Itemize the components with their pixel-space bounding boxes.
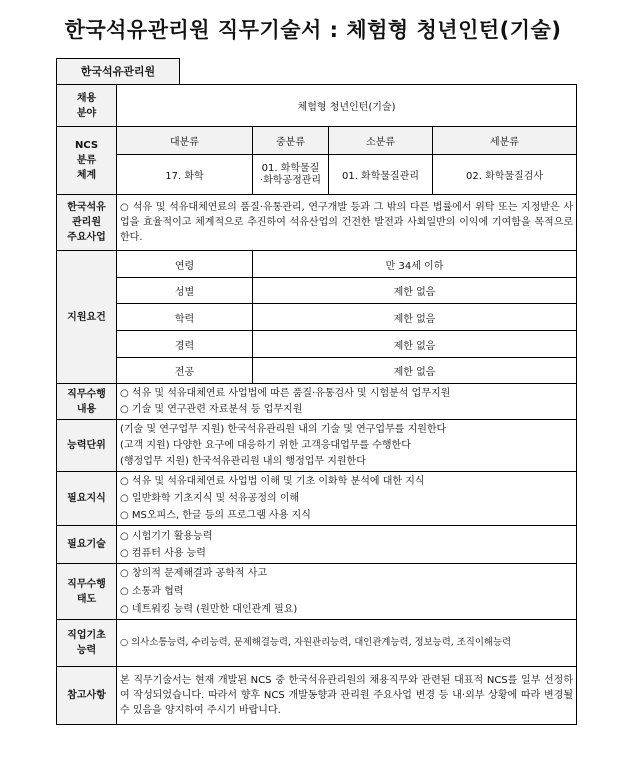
ncs-major: 17. 화학 — [117, 155, 253, 195]
requirement-value: 제한 없음 — [253, 278, 577, 304]
knowledge-label: 필요지식 — [57, 472, 117, 526]
units-row — [57, 420, 577, 472]
ncs-middle: 01. 화학물질 ·화학공정관리 — [253, 155, 329, 195]
basic-label: 직업기초 능력 — [57, 620, 117, 667]
reference-text: 본 직무기술서는 현재 개발된 NCS 중 한국석유관리원의 채용직무와 관련된 대표적 NCS를 일부 선정하여 작성되었습니다. 따라서 향후 NCS 개발동향과 관리원 주요사업 변경 등 내·외부 상황에 따라 변경될 수 있음을 양지하여 주시기 바랍니다. — [117, 667, 577, 725]
requirement-key: 성별 — [117, 278, 253, 304]
units-content — [117, 420, 577, 472]
requirements-label: 지원요건 — [57, 251, 117, 384]
attitude-content — [117, 564, 577, 620]
attitude-item: ○ 소통과 협력 — [120, 585, 184, 597]
basic-row — [57, 620, 577, 667]
business-label: 한국석유 관리원 주요사업 — [57, 195, 117, 251]
attitude-item: ○ 네트워킹 능력 (원만한 대인관계 필요) — [120, 603, 298, 615]
attitude-item: ○ 창의적 문제해결과 공학적 사고 — [120, 567, 268, 579]
knowledge-content — [117, 472, 577, 526]
duty-item: ○ 기술 및 연구관련 자료분석 등 업무지원 — [120, 403, 303, 415]
requirement-value: 제한 없음 — [253, 331, 577, 358]
units-label: 능력단위 — [57, 420, 117, 472]
requirement-key: 학력 — [117, 304, 253, 331]
unit-item: (행정업무 지원) 한국석유관리원 내의 행정업무 지원한다 — [120, 455, 366, 467]
basic-item: ○ 의사소통능력, 수리능력, 문제해결능력, 자원관리능력, 대인관계능력, 정보능력, 조직이해능력 — [120, 637, 512, 648]
knowledge-row — [57, 472, 577, 526]
skills-label: 필요기술 — [57, 526, 117, 564]
attitude-row — [57, 564, 577, 620]
ncs-header-detail: 세분류 — [433, 127, 577, 155]
ncs-value-row — [57, 155, 577, 195]
duties-row — [57, 384, 577, 420]
requirement-row — [57, 278, 577, 304]
unit-item: (기술 및 연구업무 지원) 한국석유관리원 내의 기술 및 연구업무를 지원한다 — [120, 423, 447, 435]
skills-row — [57, 526, 577, 564]
ncs-header-major: 대분류 — [117, 127, 253, 155]
ncs-header-minor: 소분류 — [329, 127, 433, 155]
ncs-detail: 02. 화학물질검사 — [433, 155, 577, 195]
duties-content — [117, 384, 577, 420]
requirement-row — [57, 251, 577, 278]
ncs-label: NCS 분류 체계 — [57, 127, 117, 195]
business-row — [57, 195, 577, 251]
requirement-key: 전공 — [117, 358, 253, 384]
requirement-row — [57, 304, 577, 331]
knowledge-item: ○ MS오피스, 한글 등의 프로그램 사용 지식 — [120, 510, 311, 521]
knowledge-item: ○ 일반화학 기초지식 및 석유공정의 이해 — [120, 493, 300, 504]
duty-item: ○ 석유 및 석유대체연료 사업법에 따른 품질·유통검사 및 시험분석 업무지원 — [120, 387, 451, 399]
attitude-label: 직무수행 태도 — [57, 564, 117, 620]
skill-item: ○ 컴퓨터 사용 능력 — [120, 547, 206, 559]
reference-label: 참고사항 — [57, 667, 117, 725]
basic-content — [117, 620, 577, 667]
page-title: 한국석유관리원 직무기술서 : 체험형 청년인턴(기술) — [64, 18, 562, 42]
requirement-row — [57, 358, 577, 384]
requirement-value: 제한 없음 — [253, 304, 577, 331]
field-value: 체험형 청년인턴(기술) — [117, 85, 577, 127]
knowledge-item: ○ 석유 및 석유대체연료 사업법 이해 및 기초 이화학 분석에 대한 지식 — [120, 476, 425, 487]
skills-content — [117, 526, 577, 564]
ncs-header-row — [57, 127, 577, 155]
org-tab: 한국석유관리원 — [56, 58, 180, 85]
business-text: ○ 석유 및 석유대체연료의 품질·유통관리, 연구개발 등과 그 밖의 다른 법률에서 위탁 또는 지정받은 사업을 효율적이고 체계적으로 추진하여 석유산업의 건전한 발전과 사회일반의 이익에 기여함을 목적으로 한다. — [117, 195, 577, 251]
requirement-key: 연령 — [117, 251, 253, 278]
requirement-value: 제한 없음 — [253, 358, 577, 384]
skill-item: ○ 시험기기 활용능력 — [120, 530, 213, 542]
unit-item: (고객 지원) 다양한 요구에 대응하기 위한 고객응대업무를 수행한다 — [120, 439, 411, 451]
requirement-row — [57, 331, 577, 358]
field-label: 채용 분야 — [57, 85, 117, 127]
requirement-key: 경력 — [117, 331, 253, 358]
ncs-header-middle: 중분류 — [253, 127, 329, 155]
job-description-table — [56, 84, 577, 725]
field-row — [57, 85, 577, 127]
reference-row — [57, 667, 577, 725]
ncs-minor: 01. 화학물질관리 — [329, 155, 433, 195]
duties-label: 직무수행 내용 — [57, 384, 117, 420]
requirement-value: 만 34세 이하 — [253, 251, 577, 278]
